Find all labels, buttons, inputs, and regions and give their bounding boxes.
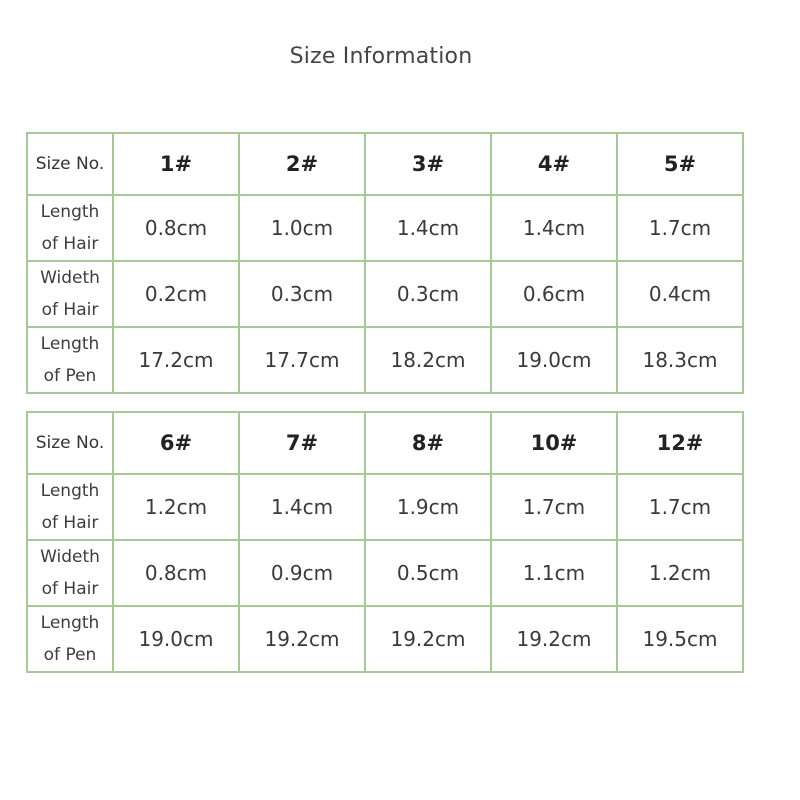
table-row bbox=[27, 261, 743, 327]
table-cell: 0.2cm bbox=[113, 261, 239, 327]
table-cell: 1.4cm bbox=[365, 195, 491, 261]
size-header: 6# bbox=[113, 412, 239, 474]
row-label: Wideth of Hair bbox=[27, 261, 113, 327]
table-cell: 1.7cm bbox=[617, 195, 743, 261]
table-cell: 18.2cm bbox=[365, 327, 491, 393]
size-no-label: Size No. bbox=[27, 133, 113, 195]
table-cell: 0.8cm bbox=[113, 195, 239, 261]
table-cell: 1.7cm bbox=[491, 474, 617, 540]
table-cell: 1.4cm bbox=[239, 474, 365, 540]
table-cell: 19.0cm bbox=[113, 606, 239, 672]
size-header: 12# bbox=[617, 412, 743, 474]
size-header: 3# bbox=[365, 133, 491, 195]
table-cell: 17.7cm bbox=[239, 327, 365, 393]
size-header: 2# bbox=[239, 133, 365, 195]
table-cell: 0.6cm bbox=[491, 261, 617, 327]
table-cell: 19.2cm bbox=[239, 606, 365, 672]
table-row bbox=[27, 474, 743, 540]
table-cell: 1.4cm bbox=[491, 195, 617, 261]
table-cell: 19.0cm bbox=[491, 327, 617, 393]
table-cell: 19.2cm bbox=[491, 606, 617, 672]
table-cell: 0.9cm bbox=[239, 540, 365, 606]
size-header: 10# bbox=[491, 412, 617, 474]
page-title: Size Information bbox=[289, 44, 473, 69]
size-no-label: Size No. bbox=[27, 412, 113, 474]
row-label: Length of Pen bbox=[27, 327, 113, 393]
table-row bbox=[27, 327, 743, 393]
table-cell: 0.8cm bbox=[113, 540, 239, 606]
table-cell: 1.9cm bbox=[365, 474, 491, 540]
table-cell: 1.0cm bbox=[239, 195, 365, 261]
table-cell: 1.2cm bbox=[113, 474, 239, 540]
size-header: 1# bbox=[113, 133, 239, 195]
row-label: Length of Hair bbox=[27, 474, 113, 540]
table-row bbox=[27, 540, 743, 606]
header-row bbox=[27, 412, 743, 474]
table-cell: 0.5cm bbox=[365, 540, 491, 606]
table-cell: 1.7cm bbox=[617, 474, 743, 540]
table-cell: 19.5cm bbox=[617, 606, 743, 672]
table-cell: 19.2cm bbox=[365, 606, 491, 672]
size-header: 5# bbox=[617, 133, 743, 195]
row-label: Wideth of Hair bbox=[27, 540, 113, 606]
size-header: 7# bbox=[239, 412, 365, 474]
table-cell: 0.3cm bbox=[365, 261, 491, 327]
table-row bbox=[27, 606, 743, 672]
row-label: Length of Hair bbox=[27, 195, 113, 261]
header-row bbox=[27, 133, 743, 195]
size-header: 4# bbox=[491, 133, 617, 195]
table-row bbox=[27, 195, 743, 261]
size-table-2 bbox=[26, 411, 744, 673]
size-table-1 bbox=[26, 132, 744, 394]
row-label: Length of Pen bbox=[27, 606, 113, 672]
size-header: 8# bbox=[365, 412, 491, 474]
table-cell: 1.2cm bbox=[617, 540, 743, 606]
table-cell: 1.1cm bbox=[491, 540, 617, 606]
table-cell: 0.4cm bbox=[617, 261, 743, 327]
table-cell: 0.3cm bbox=[239, 261, 365, 327]
table-cell: 17.2cm bbox=[113, 327, 239, 393]
table-cell: 18.3cm bbox=[617, 327, 743, 393]
